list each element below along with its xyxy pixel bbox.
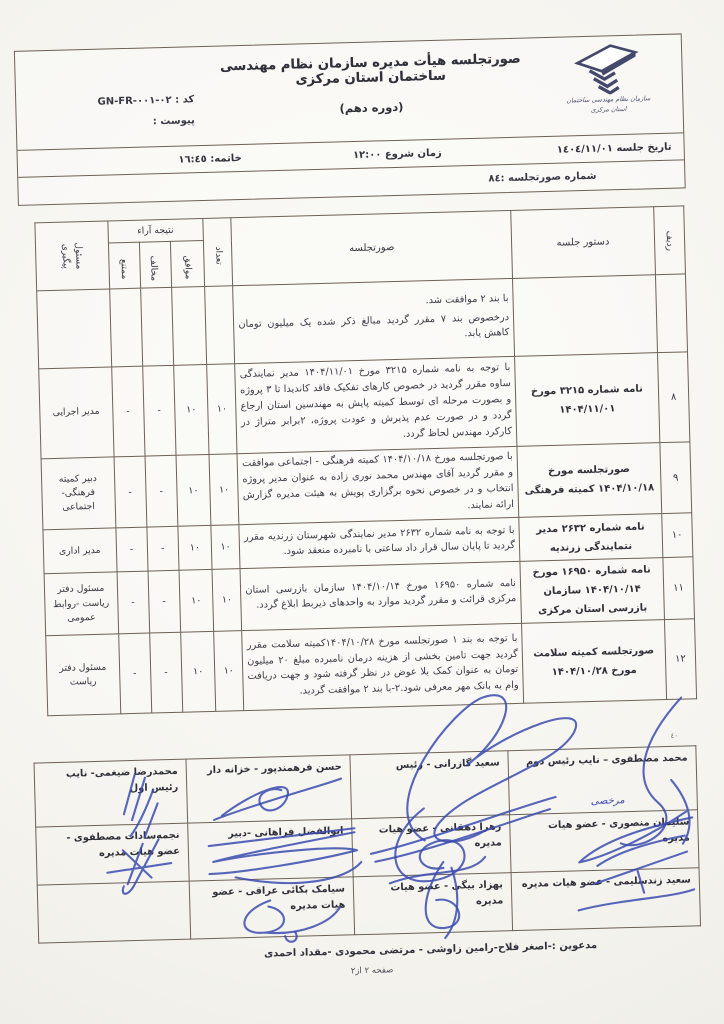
signature-cell bbox=[353, 873, 512, 935]
signature-table bbox=[34, 746, 702, 944]
minutes-cell: با توجه به بند ۱ صورتجلسه مورخ ۱۴۰۴/۱۰/۲۸کمیته سلامت مقرر گردید جهت تامین بخشی از هزینه درمان نامبرده مبلغ ۲۰ میلیون تومان به عنوان کمک بلا عوض در نظر گرفته شود و جهت دریافت وام به بانک مهر معرفی شود.۲-با بند ۲ موافقت گردید. bbox=[242, 624, 524, 711]
responsible-cell: مسئول دفتر ریاست -روابط عمومی bbox=[44, 572, 118, 636]
agenda-cell: نامه شماره ۳۲۱۵ مورخ ۱۴۰۴/۱۱/۰۱ bbox=[515, 353, 660, 447]
signature-name: سلیمان منصوری - عضو هیات مدیره bbox=[547, 816, 690, 845]
doc-title: صورتجلسه هیأت مدیره سازمان نظام مهندسی ساختمان استان مرکزی bbox=[219, 51, 521, 88]
vote-count: ۱۰ bbox=[211, 525, 240, 570]
signature-section bbox=[35, 732, 702, 944]
start-time: زمان شروع ١٢:٠٠ bbox=[352, 147, 442, 161]
signature-name bbox=[46, 886, 181, 890]
signature-name: حسن فرهمندپور - خزانه دار bbox=[206, 762, 342, 777]
vote-abstain: - bbox=[111, 366, 145, 457]
header-dastur: دستور جلسه bbox=[511, 207, 656, 279]
signature-name: محمد مصطفوی – نایب رئیس دوم bbox=[525, 752, 688, 769]
logo-caption-line2: استان مرکزی bbox=[590, 106, 627, 115]
vote-yes: ۱۰ bbox=[181, 632, 216, 713]
minutes-cell: با بند ۲ موافقت شد. درخصوص بند ۷ مقرر گردید مبالغ ذکر شده یک میلیون تومان کاهش یابد. bbox=[233, 278, 515, 363]
table-row bbox=[39, 352, 690, 459]
org-logo-icon bbox=[570, 41, 645, 95]
responsible-cell: دبیر کمیته فرهنگی- اجتماعی bbox=[41, 457, 115, 530]
document-body bbox=[14, 33, 706, 985]
header-title-block bbox=[207, 38, 535, 145]
vote-no: - bbox=[149, 633, 182, 714]
signature-name: بهزاد بیگی - عضو هیات مدیره bbox=[390, 879, 504, 908]
row-number: ۸ bbox=[657, 352, 690, 443]
vote-no: - bbox=[145, 455, 178, 527]
responsible-cell: مدیر اداری bbox=[43, 528, 117, 574]
row-number: ۹ bbox=[660, 442, 692, 514]
doc-subtitle: (دوره دهم) bbox=[339, 99, 404, 116]
vote-abstain bbox=[109, 288, 142, 367]
vote-yes: ۱۰ bbox=[174, 364, 210, 455]
responsible-cell: مسئول دفتر ریاست bbox=[46, 634, 121, 716]
header-radif: ردیف bbox=[654, 206, 686, 275]
vote-no: - bbox=[147, 527, 179, 572]
minutes-number: شماره صورتجلسه :٨٤ bbox=[488, 170, 597, 185]
signature-cell bbox=[186, 755, 352, 823]
signature-cell bbox=[510, 810, 699, 873]
header-momtane: ممتنع bbox=[108, 242, 140, 289]
vote-abstain: - bbox=[115, 528, 147, 573]
signature-cell bbox=[37, 882, 190, 944]
signature-cell bbox=[189, 877, 354, 939]
form-code: کد : GN-FR-۰۰۱-۰۲ bbox=[97, 94, 195, 108]
leave-note: مرخصی bbox=[590, 795, 625, 808]
vote-abstain: - bbox=[117, 572, 150, 635]
vote-count bbox=[205, 286, 235, 365]
agenda-cell: صورتجلسه مورخ ۱۴۰۴/۱۰/۱۸ کمیته فرهنگی bbox=[517, 443, 662, 518]
signature-cell bbox=[36, 824, 189, 886]
code-block bbox=[15, 47, 209, 150]
minutes-cell: با صورتجلسه مورخ ۱۴۰۴/۱۰/۱۸ کمیته فرهنگی - اجتماعی موافقت و مقرر گردید آقای مهندس محمد نوری زاده به عنوان مدیر پروژه انتخاب و در خصوص نحوه برگزاری پویش به هیئت مدیره گزارش ارائه نمایند. bbox=[237, 446, 518, 525]
vote-count: ۱۰ bbox=[207, 364, 238, 455]
signature-name: زهرا دهقانی - عضو هیات مدیره bbox=[378, 821, 502, 850]
org-logo bbox=[533, 34, 684, 136]
vote-yes: ۱۰ bbox=[178, 526, 212, 571]
signature-name: سعید زندسلیمی - عضو هیات مدیره bbox=[521, 874, 691, 891]
signature-cell bbox=[508, 746, 698, 815]
vote-count: ۱۰ bbox=[212, 569, 242, 632]
minutes-cell: نامه شماره ۱۶۹۵۰ مورخ ۱۴۰۴/۱۰/۱۴ سازمان بازرسی استان مرکزی قرائت و مقرر گردید موارد به واحدهای ذیربط ابلاغ گردد. bbox=[240, 562, 521, 631]
invitees-line: مدعوین :-اصغر فلاح-رامین زاوشی - مرتضی محمودی -مقداد احمدی bbox=[263, 940, 598, 961]
signature-name: محمدرضا ضیغمی- نایب رئیس اول bbox=[65, 766, 179, 795]
row-number: ۱۰ bbox=[662, 513, 693, 558]
minutes-table bbox=[34, 205, 697, 716]
vote-no: - bbox=[142, 365, 176, 456]
signature-name: سیامک بکائی عراقی - عضو هیات مدیره bbox=[212, 883, 346, 913]
header-box bbox=[14, 33, 686, 205]
vote-abstain: - bbox=[114, 456, 147, 528]
attachment-label: پیوست : bbox=[152, 115, 195, 128]
responsible-cell bbox=[37, 289, 112, 369]
table-row bbox=[46, 619, 697, 716]
minutes-cell: با توجه به نامه شماره ۲۶۳۲ مدیر نمایندگی شهرستان زرندیه مقرر گردید تا پایان سال قرار داد ساعتی با نامبرده منعقد شود. bbox=[239, 518, 520, 569]
vote-yes bbox=[172, 286, 207, 365]
header-natije: نتیجه آراء bbox=[107, 219, 203, 243]
header-movafegh: موافق bbox=[170, 241, 204, 288]
vote-count: ۱۰ bbox=[214, 631, 244, 712]
signature-cell bbox=[188, 819, 353, 881]
header-masul: مسئول پیگیری bbox=[35, 221, 109, 291]
vote-yes: ۱۰ bbox=[179, 570, 214, 633]
agenda-cell bbox=[512, 275, 657, 357]
meeting-date: تاریخ جلسه ١٤٠٤/١١/٠١ bbox=[556, 141, 672, 156]
vote-yes: ۱۰ bbox=[176, 454, 211, 526]
agenda-cell: نامه شماره ۲۶۳۲ مدیر نتمایندگی زرندیه bbox=[519, 514, 663, 562]
header-surat: صورتجلسه bbox=[231, 210, 512, 285]
header-tedad: تعداد bbox=[203, 218, 233, 287]
responsible-cell: مدیر اجرایی bbox=[39, 367, 114, 459]
vote-no bbox=[140, 287, 173, 366]
row-number: ۱۲ bbox=[664, 619, 696, 700]
page-number: صفحه ۲ از۲ bbox=[350, 965, 394, 977]
signature-cell bbox=[350, 751, 510, 819]
row-number bbox=[655, 274, 687, 353]
vote-abstain: - bbox=[118, 633, 151, 714]
agenda-cell: صورتجلسه کمیته سلامت مورخ ۱۴۰۴/۱۰/۲۸ bbox=[522, 620, 667, 704]
vote-no: - bbox=[148, 571, 181, 634]
logo-caption-line1: سازمان نظام مهندسی ساختمان bbox=[566, 95, 651, 105]
header-main-row bbox=[15, 34, 683, 149]
handwritten-corner-mark: ٤٠ bbox=[670, 732, 679, 741]
row-number: ۱۱ bbox=[663, 557, 695, 620]
signature-cell bbox=[511, 868, 700, 931]
header-mokhalef: مخالف bbox=[139, 241, 171, 288]
signature-name: ابوالفضل فراهانی -دبیر bbox=[228, 825, 344, 840]
signature-cell bbox=[34, 760, 188, 828]
agenda-cell: نامه شماره ۱۶۹۵۰ مورخ ۱۴۰۴/۱۰/۱۴ سازمان بازرسی استان مرکزی bbox=[520, 558, 664, 624]
vote-count: ۱۰ bbox=[209, 454, 239, 526]
minutes-cell: با توجه به نامه شماره ۳۲۱۵ مورخ ۱۴۰۴/۱۱/۰۱ مدیر نمایندگی ساوه مقرر گردید در خصوص کارهای تفکیک فاقد کاندیدا تا ۳ پروژه و بصورت مرحله ای توسط کمیته پایش به مهندسین استان ارجاع گردد و در صورت عدم پذیرش و عودت پروژه، ۲برابر متراژ در کارکرد مهندس لحاظ گردد. bbox=[235, 356, 517, 453]
signature-name: سعید گازرانی - رئیس bbox=[395, 757, 500, 772]
signature-name: نجمه‌سادات مصطفوی - عضو هیات مدیره bbox=[66, 830, 181, 860]
end-time: خاتمه: ١٦:٤٥ bbox=[178, 152, 242, 166]
signature-cell bbox=[352, 815, 511, 877]
